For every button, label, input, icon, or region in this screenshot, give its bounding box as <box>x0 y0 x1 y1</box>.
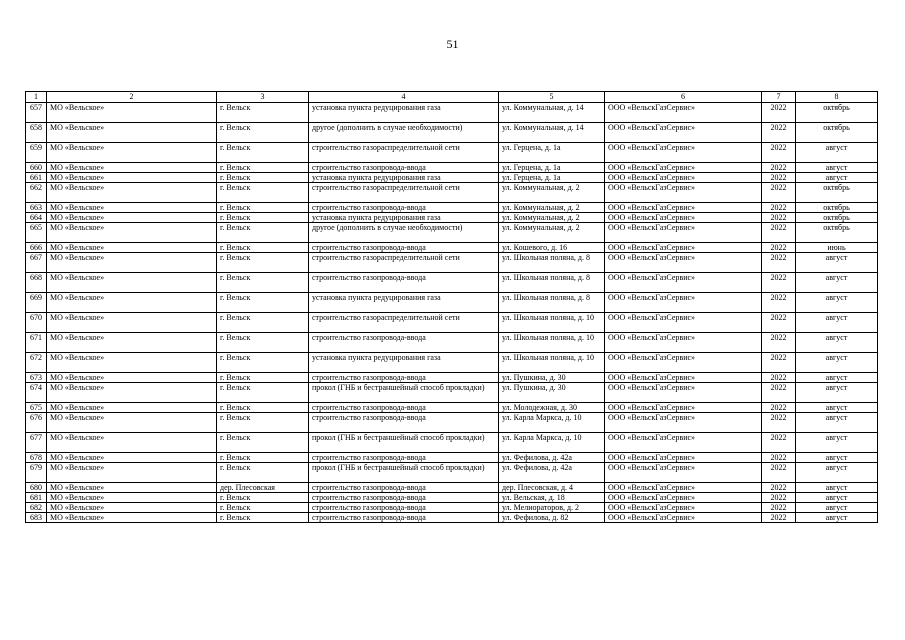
address-cell: ул. Вельская, д. 18 <box>499 493 605 503</box>
municipality-cell: МО «Вельское» <box>47 253 217 273</box>
row-number: 664 <box>26 213 47 223</box>
month-cell: август <box>796 293 878 313</box>
work-type-cell: установка пункта редуцирования газа <box>309 293 499 313</box>
row-number: 676 <box>26 413 47 433</box>
row-number: 660 <box>26 163 47 173</box>
table-row <box>26 483 878 493</box>
address-cell: ул. Школьная поляна, д. 8 <box>499 273 605 293</box>
work-type-cell: прокол (ГНБ и бестраншейный способ прокладки) <box>309 433 499 453</box>
table-row <box>26 513 878 523</box>
organization-cell: ООО «ВельскГазСервис» <box>605 143 762 163</box>
municipality-cell: МО «Вельское» <box>47 353 217 373</box>
table-row <box>26 103 878 123</box>
address-cell: ул. Пушкина, д. 30 <box>499 383 605 403</box>
organization-cell: ООО «ВельскГазСервис» <box>605 293 762 313</box>
row-number: 663 <box>26 203 47 213</box>
municipality-cell: МО «Вельское» <box>47 103 217 123</box>
municipality-cell: МО «Вельское» <box>47 453 217 463</box>
address-cell: ул. Фефилова, д. 42а <box>499 463 605 483</box>
row-number: 667 <box>26 253 47 273</box>
table-row <box>26 253 878 273</box>
settlement-cell: г. Вельск <box>217 183 309 203</box>
table-row <box>26 123 878 143</box>
municipality-cell: МО «Вельское» <box>47 183 217 203</box>
organization-cell: ООО «ВельскГазСервис» <box>605 243 762 253</box>
settlement-cell: г. Вельск <box>217 313 309 333</box>
work-type-cell: строительство газопровода-ввода <box>309 373 499 383</box>
municipality-cell: МО «Вельское» <box>47 243 217 253</box>
organization-cell: ООО «ВельскГазСервис» <box>605 383 762 403</box>
table-row <box>26 493 878 503</box>
settlement-cell: г. Вельск <box>217 373 309 383</box>
settlement-cell: г. Вельск <box>217 333 309 353</box>
address-cell: ул. Фефилова, д. 82 <box>499 513 605 523</box>
address-cell: ул. Школьная поляна, д. 10 <box>499 333 605 353</box>
municipality-cell: МО «Вельское» <box>47 513 217 523</box>
year-cell: 2022 <box>762 513 796 523</box>
settlement-cell: г. Вельск <box>217 433 309 453</box>
address-cell: ул. Школьная поляна, д. 8 <box>499 293 605 313</box>
organization-cell: ООО «ВельскГазСервис» <box>605 163 762 173</box>
year-cell: 2022 <box>762 463 796 483</box>
work-type-cell: строительство газораспределительной сети <box>309 253 499 273</box>
settlement-cell: г. Вельск <box>217 503 309 513</box>
year-cell: 2022 <box>762 183 796 203</box>
organization-cell: ООО «ВельскГазСервис» <box>605 103 762 123</box>
month-cell: август <box>796 463 878 483</box>
work-type-cell: другое (дополнить в случае необходимости) <box>309 123 499 143</box>
work-type-cell: строительство газопровода-ввода <box>309 243 499 253</box>
row-number: 674 <box>26 383 47 403</box>
column-header: 7 <box>762 92 796 103</box>
table-body <box>26 103 878 523</box>
year-cell: 2022 <box>762 413 796 433</box>
year-cell: 2022 <box>762 163 796 173</box>
settlement-cell: г. Вельск <box>217 203 309 213</box>
work-type-cell: строительство газопровода-ввода <box>309 413 499 433</box>
municipality-cell: МО «Вельское» <box>47 273 217 293</box>
year-cell: 2022 <box>762 253 796 273</box>
month-cell: август <box>796 143 878 163</box>
organization-cell: ООО «ВельскГазСервис» <box>605 313 762 333</box>
work-type-cell: установка пункта редуцирования газа <box>309 103 499 123</box>
work-type-cell: строительство газопровода-ввода <box>309 513 499 523</box>
municipality-cell: МО «Вельское» <box>47 433 217 453</box>
column-header: 4 <box>309 92 499 103</box>
year-cell: 2022 <box>762 243 796 253</box>
organization-cell: ООО «ВельскГазСервис» <box>605 123 762 143</box>
month-cell: июнь <box>796 243 878 253</box>
column-header: 8 <box>796 92 878 103</box>
settlement-cell: г. Вельск <box>217 243 309 253</box>
year-cell: 2022 <box>762 143 796 163</box>
address-cell: ул. Герцена, д. 1а <box>499 163 605 173</box>
column-header: 2 <box>47 92 217 103</box>
table-row <box>26 333 878 353</box>
organization-cell: ООО «ВельскГазСервис» <box>605 213 762 223</box>
work-type-cell: прокол (ГНБ и бестраншейный способ прокладки) <box>309 463 499 483</box>
table-row <box>26 243 878 253</box>
row-number: 668 <box>26 273 47 293</box>
settlement-cell: г. Вельск <box>217 353 309 373</box>
year-cell: 2022 <box>762 333 796 353</box>
year-cell: 2022 <box>762 403 796 413</box>
settlement-cell: г. Вельск <box>217 403 309 413</box>
column-header: 5 <box>499 92 605 103</box>
month-cell: август <box>796 333 878 353</box>
year-cell: 2022 <box>762 273 796 293</box>
month-cell: октябрь <box>796 103 878 123</box>
work-type-cell: строительство газопровода-ввода <box>309 333 499 353</box>
row-number: 672 <box>26 353 47 373</box>
work-type-cell: другое (дополнить в случае необходимости) <box>309 223 499 243</box>
month-cell: октябрь <box>796 203 878 213</box>
year-cell: 2022 <box>762 383 796 403</box>
row-number: 661 <box>26 173 47 183</box>
address-cell: ул. Коммунальная, д. 2 <box>499 183 605 203</box>
address-cell: ул. Школьная поляна, д. 10 <box>499 313 605 333</box>
row-number: 669 <box>26 293 47 313</box>
municipality-cell: МО «Вельское» <box>47 493 217 503</box>
month-cell: август <box>796 503 878 513</box>
row-number: 683 <box>26 513 47 523</box>
municipality-cell: МО «Вельское» <box>47 213 217 223</box>
work-type-cell: строительство газораспределительной сети <box>309 183 499 203</box>
organization-cell: ООО «ВельскГазСервис» <box>605 183 762 203</box>
row-number: 657 <box>26 103 47 123</box>
table-row <box>26 163 878 173</box>
settlement-cell: г. Вельск <box>217 123 309 143</box>
organization-cell: ООО «ВельскГазСервис» <box>605 413 762 433</box>
month-cell: август <box>796 273 878 293</box>
table-row <box>26 413 878 433</box>
municipality-cell: МО «Вельское» <box>47 403 217 413</box>
address-cell: ул. Молодежная, д. 30 <box>499 403 605 413</box>
address-cell: ул. Мелиораторов, д. 2 <box>499 503 605 513</box>
row-number: 671 <box>26 333 47 353</box>
works-table <box>25 91 878 523</box>
address-cell: ул. Коммунальная, д. 14 <box>499 123 605 143</box>
table-row <box>26 503 878 513</box>
work-type-cell: строительство газопровода-ввода <box>309 503 499 513</box>
address-cell: ул. Кошевого, д. 16 <box>499 243 605 253</box>
settlement-cell: г. Вельск <box>217 103 309 123</box>
municipality-cell: МО «Вельское» <box>47 143 217 163</box>
month-cell: август <box>796 413 878 433</box>
municipality-cell: МО «Вельское» <box>47 383 217 403</box>
address-cell: ул. Коммунальная, д. 2 <box>499 223 605 243</box>
year-cell: 2022 <box>762 503 796 513</box>
work-type-cell: строительство газопровода-ввода <box>309 203 499 213</box>
organization-cell: ООО «ВельскГазСервис» <box>605 513 762 523</box>
address-cell: ул. Коммунальная, д. 2 <box>499 203 605 213</box>
work-type-cell: установка пункта редуцирования газа <box>309 173 499 183</box>
table-row <box>26 203 878 213</box>
address-cell: ул. Пушкина, д. 30 <box>499 373 605 383</box>
year-cell: 2022 <box>762 213 796 223</box>
table-row <box>26 213 878 223</box>
work-type-cell: установка пункта редуцирования газа <box>309 353 499 373</box>
table-row <box>26 173 878 183</box>
settlement-cell: г. Вельск <box>217 143 309 163</box>
organization-cell: ООО «ВельскГазСервис» <box>605 503 762 513</box>
municipality-cell: МО «Вельское» <box>47 463 217 483</box>
page-number: 51 <box>446 37 459 51</box>
settlement-cell: г. Вельск <box>217 463 309 483</box>
organization-cell: ООО «ВельскГазСервис» <box>605 203 762 213</box>
row-number: 681 <box>26 493 47 503</box>
work-type-cell: строительство газопровода-ввода <box>309 453 499 463</box>
month-cell: октябрь <box>796 123 878 143</box>
year-cell: 2022 <box>762 373 796 383</box>
settlement-cell: г. Вельск <box>217 223 309 243</box>
column-header: 6 <box>605 92 762 103</box>
organization-cell: ООО «ВельскГазСервис» <box>605 453 762 463</box>
table-row <box>26 463 878 483</box>
table-header <box>26 92 878 103</box>
settlement-cell: дер. Плесовская <box>217 483 309 493</box>
row-number: 665 <box>26 223 47 243</box>
table-row <box>26 453 878 463</box>
settlement-cell: г. Вельск <box>217 273 309 293</box>
month-cell: август <box>796 313 878 333</box>
row-number: 677 <box>26 433 47 453</box>
month-cell: август <box>796 353 878 373</box>
work-type-cell: строительство газопровода-ввода <box>309 403 499 413</box>
organization-cell: ООО «ВельскГазСервис» <box>605 463 762 483</box>
month-cell: август <box>796 483 878 493</box>
address-cell: ул. Карла Маркса, д. 10 <box>499 433 605 453</box>
table-row <box>26 273 878 293</box>
month-cell: август <box>796 373 878 383</box>
month-cell: август <box>796 493 878 503</box>
month-cell: август <box>796 383 878 403</box>
year-cell: 2022 <box>762 103 796 123</box>
settlement-cell: г. Вельск <box>217 293 309 313</box>
organization-cell: ООО «ВельскГазСервис» <box>605 223 762 243</box>
table-row <box>26 223 878 243</box>
municipality-cell: МО «Вельское» <box>47 413 217 433</box>
address-cell: ул. Фефилова, д. 42а <box>499 453 605 463</box>
settlement-cell: г. Вельск <box>217 493 309 503</box>
settlement-cell: г. Вельск <box>217 413 309 433</box>
settlement-cell: г. Вельск <box>217 513 309 523</box>
table-row <box>26 143 878 163</box>
column-header: 3 <box>217 92 309 103</box>
work-type-cell: строительство газопровода-ввода <box>309 493 499 503</box>
table-row <box>26 383 878 403</box>
organization-cell: ООО «ВельскГазСервис» <box>605 483 762 493</box>
row-number: 658 <box>26 123 47 143</box>
table-row <box>26 403 878 413</box>
municipality-cell: МО «Вельское» <box>47 203 217 213</box>
municipality-cell: МО «Вельское» <box>47 123 217 143</box>
settlement-cell: г. Вельск <box>217 213 309 223</box>
municipality-cell: МО «Вельское» <box>47 293 217 313</box>
municipality-cell: МО «Вельское» <box>47 503 217 513</box>
work-type-cell: установка пункта редуцирования газа <box>309 213 499 223</box>
address-cell: ул. Школьная поляна, д. 10 <box>499 353 605 373</box>
month-cell: октябрь <box>796 213 878 223</box>
header-row <box>26 92 878 103</box>
year-cell: 2022 <box>762 433 796 453</box>
row-number: 659 <box>26 143 47 163</box>
table-row <box>26 293 878 313</box>
month-cell: август <box>796 163 878 173</box>
year-cell: 2022 <box>762 493 796 503</box>
month-cell: август <box>796 453 878 463</box>
month-cell: август <box>796 253 878 273</box>
table-row <box>26 433 878 453</box>
work-type-cell: прокол (ГНБ и бестраншейный способ прокладки) <box>309 383 499 403</box>
month-cell: август <box>796 433 878 453</box>
row-number: 662 <box>26 183 47 203</box>
month-cell: октябрь <box>796 183 878 203</box>
row-number: 666 <box>26 243 47 253</box>
address-cell: ул. Герцена, д. 1а <box>499 143 605 163</box>
settlement-cell: г. Вельск <box>217 173 309 183</box>
column-header: 1 <box>26 92 47 103</box>
address-cell: ул. Школьная поляна, д. 8 <box>499 253 605 273</box>
municipality-cell: МО «Вельское» <box>47 313 217 333</box>
row-number: 670 <box>26 313 47 333</box>
year-cell: 2022 <box>762 203 796 213</box>
row-number: 675 <box>26 403 47 413</box>
month-cell: август <box>796 173 878 183</box>
row-number: 680 <box>26 483 47 493</box>
address-cell: ул. Карла Маркса, д. 10 <box>499 413 605 433</box>
row-number: 678 <box>26 453 47 463</box>
work-type-cell: строительство газопровода-ввода <box>309 483 499 493</box>
organization-cell: ООО «ВельскГазСервис» <box>605 253 762 273</box>
settlement-cell: г. Вельск <box>217 383 309 403</box>
organization-cell: ООО «ВельскГазСервис» <box>605 353 762 373</box>
year-cell: 2022 <box>762 173 796 183</box>
settlement-cell: г. Вельск <box>217 253 309 273</box>
year-cell: 2022 <box>762 223 796 243</box>
municipality-cell: МО «Вельское» <box>47 163 217 173</box>
address-cell: дер. Плесовская, д. 4 <box>499 483 605 493</box>
row-number: 682 <box>26 503 47 513</box>
work-type-cell: строительство газопровода-ввода <box>309 163 499 173</box>
month-cell: октябрь <box>796 223 878 243</box>
year-cell: 2022 <box>762 123 796 143</box>
municipality-cell: МО «Вельское» <box>47 223 217 243</box>
organization-cell: ООО «ВельскГазСервис» <box>605 373 762 383</box>
settlement-cell: г. Вельск <box>217 453 309 463</box>
year-cell: 2022 <box>762 293 796 313</box>
address-cell: ул. Герцена, д. 1а <box>499 173 605 183</box>
row-number: 679 <box>26 463 47 483</box>
table-row <box>26 373 878 383</box>
municipality-cell: МО «Вельское» <box>47 373 217 383</box>
row-number: 673 <box>26 373 47 383</box>
organization-cell: ООО «ВельскГазСервис» <box>605 433 762 453</box>
year-cell: 2022 <box>762 353 796 373</box>
organization-cell: ООО «ВельскГазСервис» <box>605 403 762 413</box>
month-cell: август <box>796 513 878 523</box>
organization-cell: ООО «ВельскГазСервис» <box>605 173 762 183</box>
organization-cell: ООО «ВельскГазСервис» <box>605 333 762 353</box>
year-cell: 2022 <box>762 483 796 493</box>
municipality-cell: МО «Вельское» <box>47 333 217 353</box>
table-row <box>26 313 878 333</box>
municipality-cell: МО «Вельское» <box>47 483 217 493</box>
work-type-cell: строительство газораспределительной сети <box>309 313 499 333</box>
organization-cell: ООО «ВельскГазСервис» <box>605 493 762 503</box>
municipality-cell: МО «Вельское» <box>47 173 217 183</box>
month-cell: август <box>796 403 878 413</box>
organization-cell: ООО «ВельскГазСервис» <box>605 273 762 293</box>
settlement-cell: г. Вельск <box>217 163 309 173</box>
table-row <box>26 353 878 373</box>
address-cell: ул. Коммунальная, д. 2 <box>499 213 605 223</box>
year-cell: 2022 <box>762 453 796 463</box>
year-cell: 2022 <box>762 313 796 333</box>
table-row <box>26 183 878 203</box>
work-type-cell: строительство газораспределительной сети <box>309 143 499 163</box>
work-type-cell: строительство газопровода-ввода <box>309 273 499 293</box>
address-cell: ул. Коммунальная, д. 14 <box>499 103 605 123</box>
